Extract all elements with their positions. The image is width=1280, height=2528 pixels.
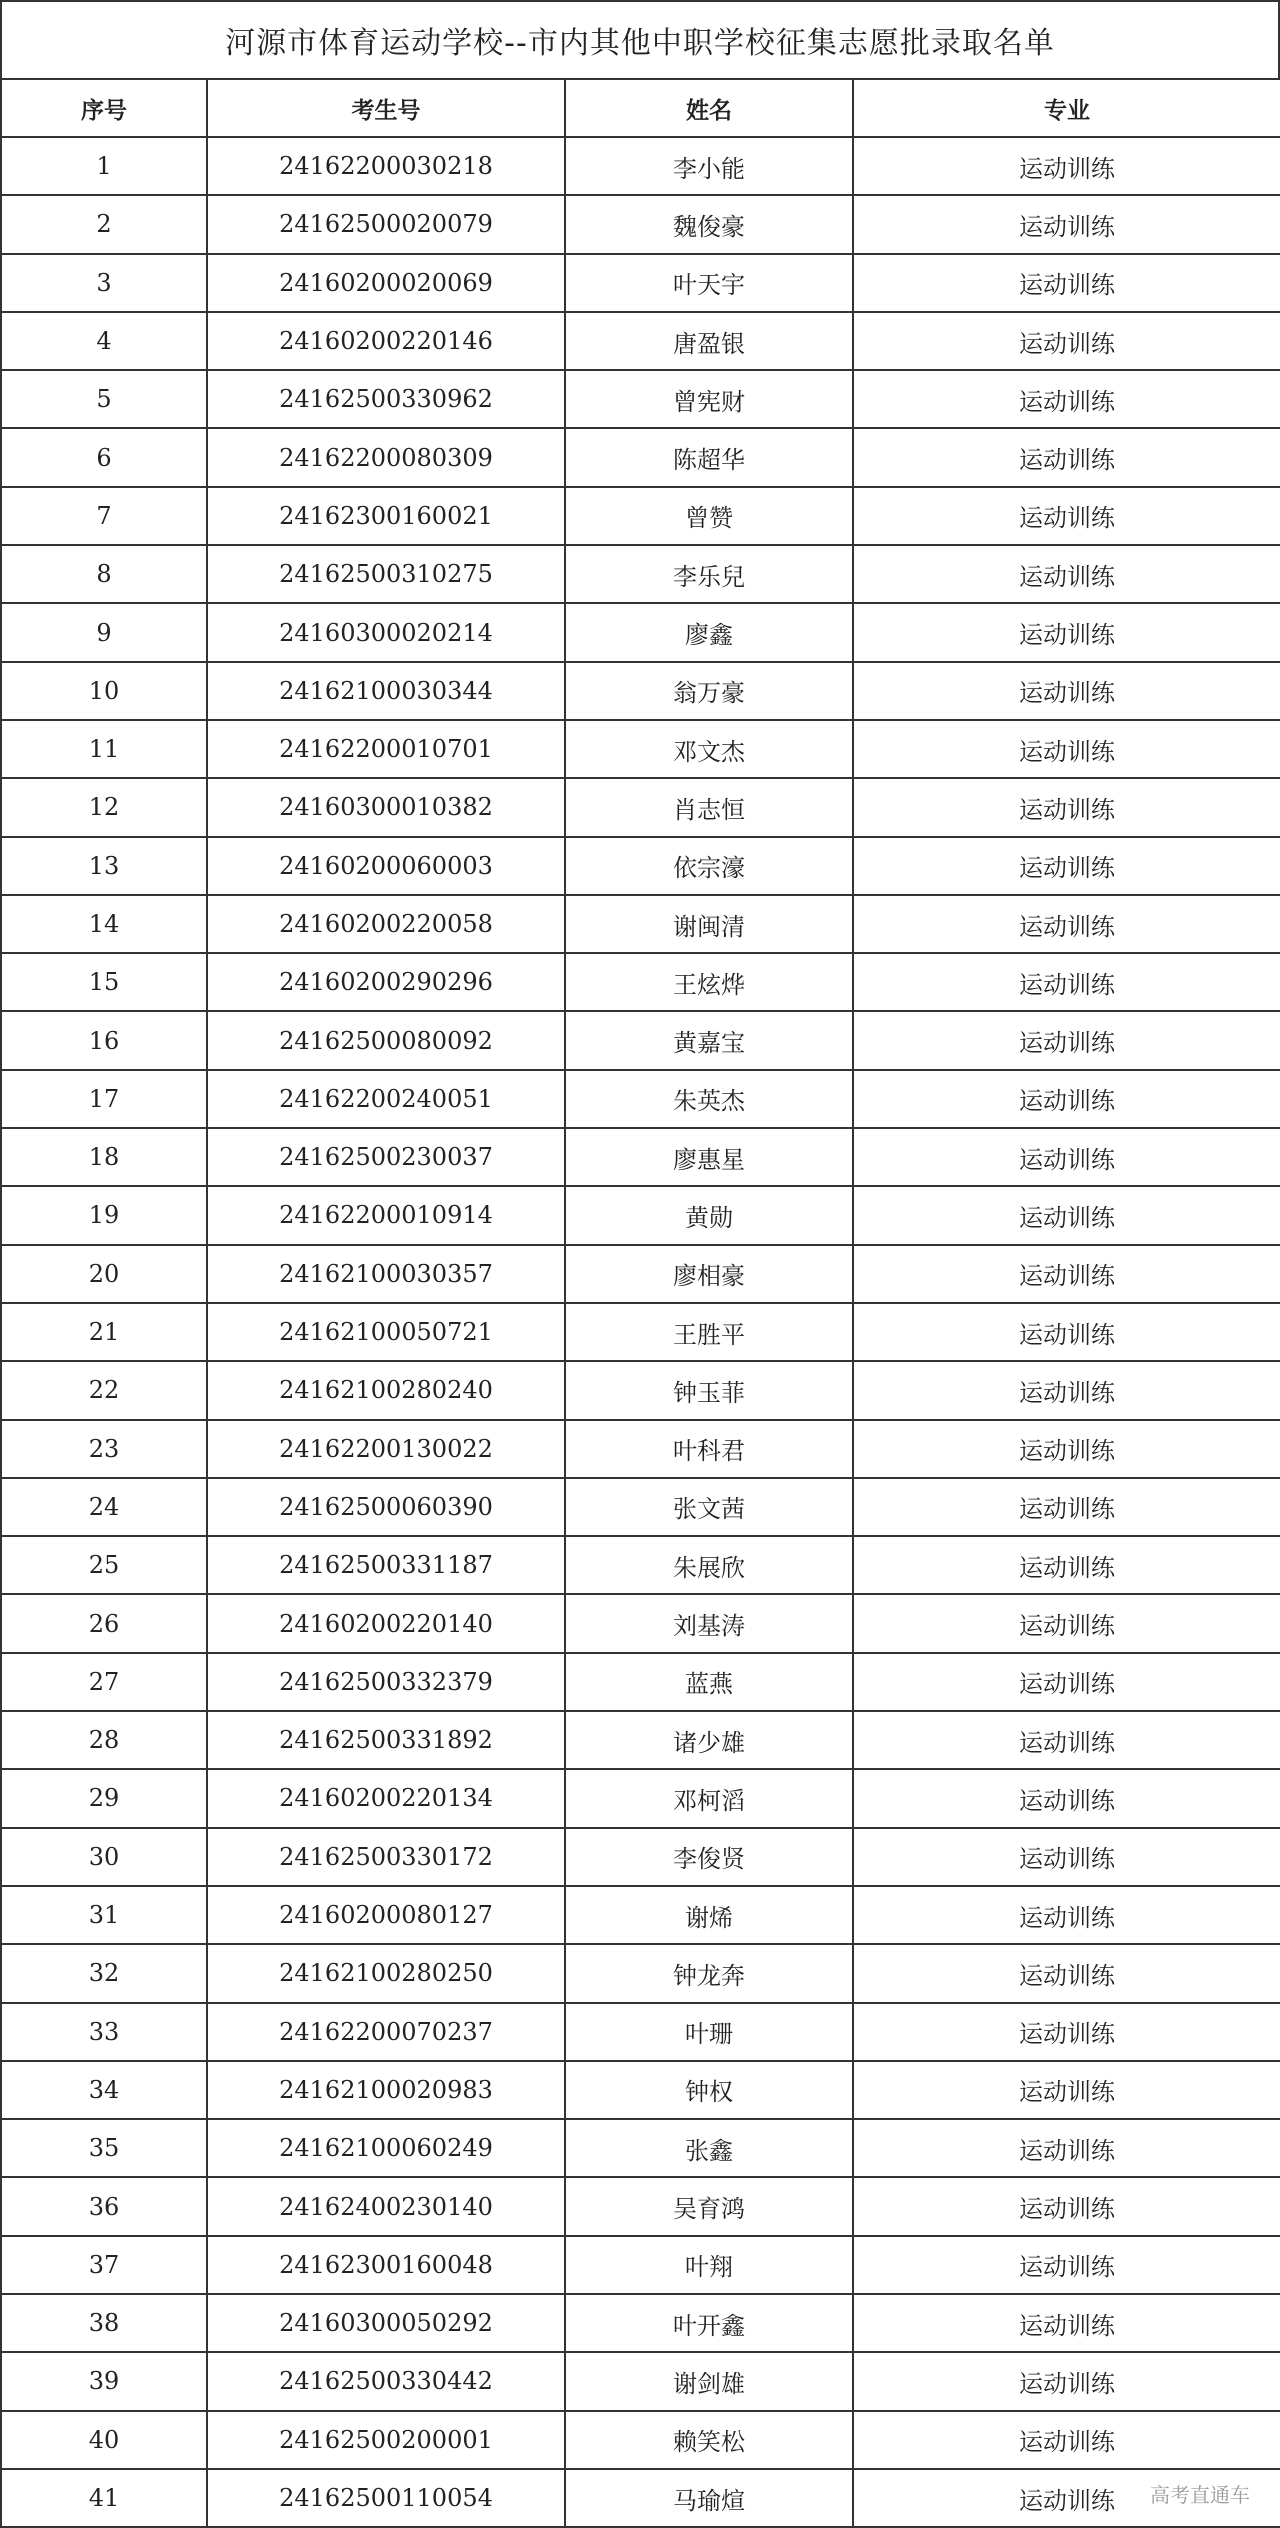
- table-row: [1, 137, 1280, 195]
- table-row: [1, 2177, 1280, 2235]
- cell-exam-number: 24162500200001: [207, 2411, 565, 2469]
- cell-major: 运动训练: [853, 603, 1280, 661]
- table-row: [1, 1070, 1280, 1128]
- cell-exam-number: 24160200220140: [207, 1594, 565, 1652]
- cell-major: 运动训练: [853, 1128, 1280, 1186]
- cell-name: 曾赞: [565, 487, 853, 545]
- cell-serial: 34: [1, 2061, 207, 2119]
- header-exam-number: 考生号: [207, 79, 565, 137]
- cell-name: 谢剑雄: [565, 2352, 853, 2410]
- cell-exam-number: 24162100060249: [207, 2119, 565, 2177]
- cell-serial: 6: [1, 428, 207, 486]
- cell-serial: 39: [1, 2352, 207, 2410]
- cell-name: 钟龙奔: [565, 1944, 853, 2002]
- cell-name: 黄勋: [565, 1186, 853, 1244]
- cell-name: 马瑜煊: [565, 2469, 853, 2527]
- cell-name: 邓柯滔: [565, 1769, 853, 1827]
- cell-major: 运动训练: [853, 428, 1280, 486]
- cell-major: 运动训练: [853, 545, 1280, 603]
- table-row: [1, 370, 1280, 428]
- table-row: [1, 603, 1280, 661]
- cell-serial: 36: [1, 2177, 207, 2235]
- table-row: [1, 1361, 1280, 1419]
- cell-major: 运动训练: [853, 1536, 1280, 1594]
- cell-exam-number: 24162200080309: [207, 428, 565, 486]
- cell-major: 运动训练: [853, 720, 1280, 778]
- cell-exam-number: 24162300160021: [207, 487, 565, 545]
- cell-serial: 26: [1, 1594, 207, 1652]
- cell-major: 运动训练: [853, 195, 1280, 253]
- cell-major: 运动训练: [853, 1245, 1280, 1303]
- cell-major: 运动训练: [853, 2061, 1280, 2119]
- cell-name: 黄嘉宝: [565, 1011, 853, 1069]
- cell-name: 刘基涛: [565, 1594, 853, 1652]
- header-major: 专业: [853, 79, 1280, 137]
- cell-name: 李乐兒: [565, 545, 853, 603]
- cell-serial: 22: [1, 1361, 207, 1419]
- cell-exam-number: 24160200020069: [207, 254, 565, 312]
- cell-serial: 10: [1, 662, 207, 720]
- cell-exam-number: 24160200220134: [207, 1769, 565, 1827]
- cell-name: 钟玉菲: [565, 1361, 853, 1419]
- cell-major: 运动训练: [853, 487, 1280, 545]
- cell-exam-number: 24162200010701: [207, 720, 565, 778]
- cell-name: 曾宪财: [565, 370, 853, 428]
- table-row: [1, 1886, 1280, 1944]
- admission-table: [0, 78, 1280, 2528]
- cell-major: 运动训练: [853, 837, 1280, 895]
- cell-major: 运动训练: [853, 137, 1280, 195]
- table-body: [1, 137, 1280, 2527]
- cell-serial: 13: [1, 837, 207, 895]
- cell-exam-number: 24162400230140: [207, 2177, 565, 2235]
- cell-name: 吴育鸿: [565, 2177, 853, 2235]
- cell-name: 叶开鑫: [565, 2294, 853, 2352]
- cell-exam-number: 24162500310275: [207, 545, 565, 603]
- cell-exam-number: 24162200130022: [207, 1420, 565, 1478]
- cell-exam-number: 24162500330172: [207, 1828, 565, 1886]
- cell-serial: 30: [1, 1828, 207, 1886]
- table-row: [1, 1653, 1280, 1711]
- cell-exam-number: 24160200220058: [207, 895, 565, 953]
- cell-exam-number: 24162100020983: [207, 2061, 565, 2119]
- cell-major: 运动训练: [853, 1420, 1280, 1478]
- cell-exam-number: 24162500080092: [207, 1011, 565, 1069]
- table-row: [1, 2294, 1280, 2352]
- cell-exam-number: 24162500332379: [207, 1653, 565, 1711]
- cell-major: 运动训练: [853, 1303, 1280, 1361]
- cell-exam-number: 24162100050721: [207, 1303, 565, 1361]
- table-row: [1, 2003, 1280, 2061]
- cell-serial: 40: [1, 2411, 207, 2469]
- cell-name: 翁万豪: [565, 662, 853, 720]
- cell-name: 肖志恒: [565, 778, 853, 836]
- cell-major: 运动训练: [853, 1886, 1280, 1944]
- cell-exam-number: 24162200240051: [207, 1070, 565, 1128]
- cell-name: 廖鑫: [565, 603, 853, 661]
- cell-exam-number: 24162500060390: [207, 1478, 565, 1536]
- table-row: [1, 1245, 1280, 1303]
- table-row: [1, 1594, 1280, 1652]
- cell-exam-number: 24160200290296: [207, 953, 565, 1011]
- cell-serial: 8: [1, 545, 207, 603]
- cell-name: 诸少雄: [565, 1711, 853, 1769]
- cell-name: 李俊贤: [565, 1828, 853, 1886]
- document-title: 河源市体育运动学校--市内其他中职学校征集志愿批录取名单: [0, 0, 1280, 78]
- cell-exam-number: 24162100030357: [207, 1245, 565, 1303]
- cell-serial: 20: [1, 1245, 207, 1303]
- cell-exam-number: 24162500230037: [207, 1128, 565, 1186]
- cell-serial: 24: [1, 1478, 207, 1536]
- cell-serial: 21: [1, 1303, 207, 1361]
- cell-exam-number: 24160300010382: [207, 778, 565, 836]
- cell-name: 陈超华: [565, 428, 853, 486]
- cell-serial: 1: [1, 137, 207, 195]
- cell-major: 运动训练: [853, 2469, 1280, 2527]
- table-row: [1, 1011, 1280, 1069]
- cell-serial: 31: [1, 1886, 207, 1944]
- table-row: [1, 1769, 1280, 1827]
- cell-serial: 9: [1, 603, 207, 661]
- cell-serial: 23: [1, 1420, 207, 1478]
- cell-serial: 5: [1, 370, 207, 428]
- cell-major: 运动训练: [853, 1070, 1280, 1128]
- cell-exam-number: 24162500020079: [207, 195, 565, 253]
- table-row: [1, 254, 1280, 312]
- cell-exam-number: 24162500330962: [207, 370, 565, 428]
- cell-major: 运动训练: [853, 953, 1280, 1011]
- header-name: 姓名: [565, 79, 853, 137]
- table-row: [1, 2411, 1280, 2469]
- table-row: [1, 2119, 1280, 2177]
- table-row: [1, 1128, 1280, 1186]
- cell-serial: 17: [1, 1070, 207, 1128]
- table-row: [1, 312, 1280, 370]
- cell-major: 运动训练: [853, 2352, 1280, 2410]
- cell-name: 叶珊: [565, 2003, 853, 2061]
- cell-name: 廖相豪: [565, 1245, 853, 1303]
- cell-major: 运动训练: [853, 778, 1280, 836]
- cell-name: 谢闽清: [565, 895, 853, 953]
- table-row: [1, 1303, 1280, 1361]
- cell-serial: 3: [1, 254, 207, 312]
- cell-serial: 27: [1, 1653, 207, 1711]
- cell-serial: 2: [1, 195, 207, 253]
- cell-serial: 19: [1, 1186, 207, 1244]
- cell-major: 运动训练: [853, 2177, 1280, 2235]
- cell-name: 魏俊豪: [565, 195, 853, 253]
- cell-serial: 18: [1, 1128, 207, 1186]
- cell-serial: 11: [1, 720, 207, 778]
- table-row: [1, 837, 1280, 895]
- cell-name: 叶科君: [565, 1420, 853, 1478]
- cell-name: 朱英杰: [565, 1070, 853, 1128]
- cell-name: 邓文杰: [565, 720, 853, 778]
- cell-name: 张鑫: [565, 2119, 853, 2177]
- table-row: [1, 720, 1280, 778]
- table-row: [1, 1186, 1280, 1244]
- table-header-row: [1, 79, 1280, 137]
- table-row: [1, 487, 1280, 545]
- cell-major: 运动训练: [853, 2119, 1280, 2177]
- cell-name: 王胜平: [565, 1303, 853, 1361]
- cell-exam-number: 24162100030344: [207, 662, 565, 720]
- cell-exam-number: 24162100280240: [207, 1361, 565, 1419]
- cell-serial: 15: [1, 953, 207, 1011]
- cell-name: 叶翔: [565, 2236, 853, 2294]
- cell-major: 运动训练: [853, 2003, 1280, 2061]
- table-row: [1, 778, 1280, 836]
- cell-major: 运动训练: [853, 895, 1280, 953]
- cell-exam-number: 24160200080127: [207, 1886, 565, 1944]
- cell-major: 运动训练: [853, 662, 1280, 720]
- cell-exam-number: 24162200070237: [207, 2003, 565, 2061]
- watermark: 高考直通车: [1146, 2477, 1254, 2510]
- cell-serial: 33: [1, 2003, 207, 2061]
- cell-name: 李小能: [565, 137, 853, 195]
- table-row: [1, 2061, 1280, 2119]
- cell-name: 王炫烨: [565, 953, 853, 1011]
- cell-serial: 32: [1, 1944, 207, 2002]
- cell-name: 张文茜: [565, 1478, 853, 1536]
- table-row: [1, 195, 1280, 253]
- cell-major: 运动训练: [853, 254, 1280, 312]
- cell-name: 赖笑松: [565, 2411, 853, 2469]
- table-row: [1, 428, 1280, 486]
- cell-exam-number: 24162300160048: [207, 2236, 565, 2294]
- table-row: [1, 1828, 1280, 1886]
- cell-serial: 4: [1, 312, 207, 370]
- cell-exam-number: 24162500330442: [207, 2352, 565, 2410]
- cell-serial: 38: [1, 2294, 207, 2352]
- table-row: [1, 2469, 1280, 2527]
- table-row: [1, 1420, 1280, 1478]
- cell-name: 蓝燕: [565, 1653, 853, 1711]
- cell-major: 运动训练: [853, 2236, 1280, 2294]
- cell-major: 运动训练: [853, 1186, 1280, 1244]
- table-row: [1, 895, 1280, 953]
- cell-major: 运动训练: [853, 1594, 1280, 1652]
- cell-exam-number: 24162100280250: [207, 1944, 565, 2002]
- cell-major: 运动训练: [853, 312, 1280, 370]
- cell-major: 运动训练: [853, 1361, 1280, 1419]
- cell-name: 廖惠星: [565, 1128, 853, 1186]
- cell-serial: 7: [1, 487, 207, 545]
- cell-serial: 25: [1, 1536, 207, 1594]
- cell-major: 运动训练: [853, 1769, 1280, 1827]
- cell-major: 运动训练: [853, 1478, 1280, 1536]
- cell-name: 叶天宇: [565, 254, 853, 312]
- cell-serial: 16: [1, 1011, 207, 1069]
- cell-major: 运动训练: [853, 1011, 1280, 1069]
- cell-name: 依宗濠: [565, 837, 853, 895]
- table-row: [1, 545, 1280, 603]
- cell-major: 运动训练: [853, 370, 1280, 428]
- cell-major: 运动训练: [853, 2294, 1280, 2352]
- cell-exam-number: 24162500331892: [207, 1711, 565, 1769]
- table-row: [1, 2236, 1280, 2294]
- cell-exam-number: 24160300020214: [207, 603, 565, 661]
- cell-serial: 41: [1, 2469, 207, 2527]
- cell-serial: 28: [1, 1711, 207, 1769]
- table-row: [1, 1536, 1280, 1594]
- cell-serial: 35: [1, 2119, 207, 2177]
- header-serial: 序号: [1, 79, 207, 137]
- cell-exam-number: 24160300050292: [207, 2294, 565, 2352]
- cell-major: 运动训练: [853, 1828, 1280, 1886]
- cell-serial: 12: [1, 778, 207, 836]
- table-row: [1, 2352, 1280, 2410]
- cell-exam-number: 24160200220146: [207, 312, 565, 370]
- cell-major: 运动训练: [853, 1653, 1280, 1711]
- table-row: [1, 1944, 1280, 2002]
- cell-major: 运动训练: [853, 2411, 1280, 2469]
- cell-major: 运动训练: [853, 1711, 1280, 1769]
- cell-name: 朱展欣: [565, 1536, 853, 1594]
- cell-serial: 14: [1, 895, 207, 953]
- cell-exam-number: 24162500110054: [207, 2469, 565, 2527]
- cell-serial: 37: [1, 2236, 207, 2294]
- table-row: [1, 1711, 1280, 1769]
- table-row: [1, 662, 1280, 720]
- cell-serial: 29: [1, 1769, 207, 1827]
- cell-name: 谢烯: [565, 1886, 853, 1944]
- cell-major: 运动训练: [853, 1944, 1280, 2002]
- cell-exam-number: 24162500331187: [207, 1536, 565, 1594]
- table-row: [1, 953, 1280, 1011]
- cell-exam-number: 24162200010914: [207, 1186, 565, 1244]
- table-row: [1, 1478, 1280, 1536]
- cell-name: 钟权: [565, 2061, 853, 2119]
- cell-exam-number: 24162200030218: [207, 137, 565, 195]
- cell-exam-number: 24160200060003: [207, 837, 565, 895]
- cell-name: 唐盈银: [565, 312, 853, 370]
